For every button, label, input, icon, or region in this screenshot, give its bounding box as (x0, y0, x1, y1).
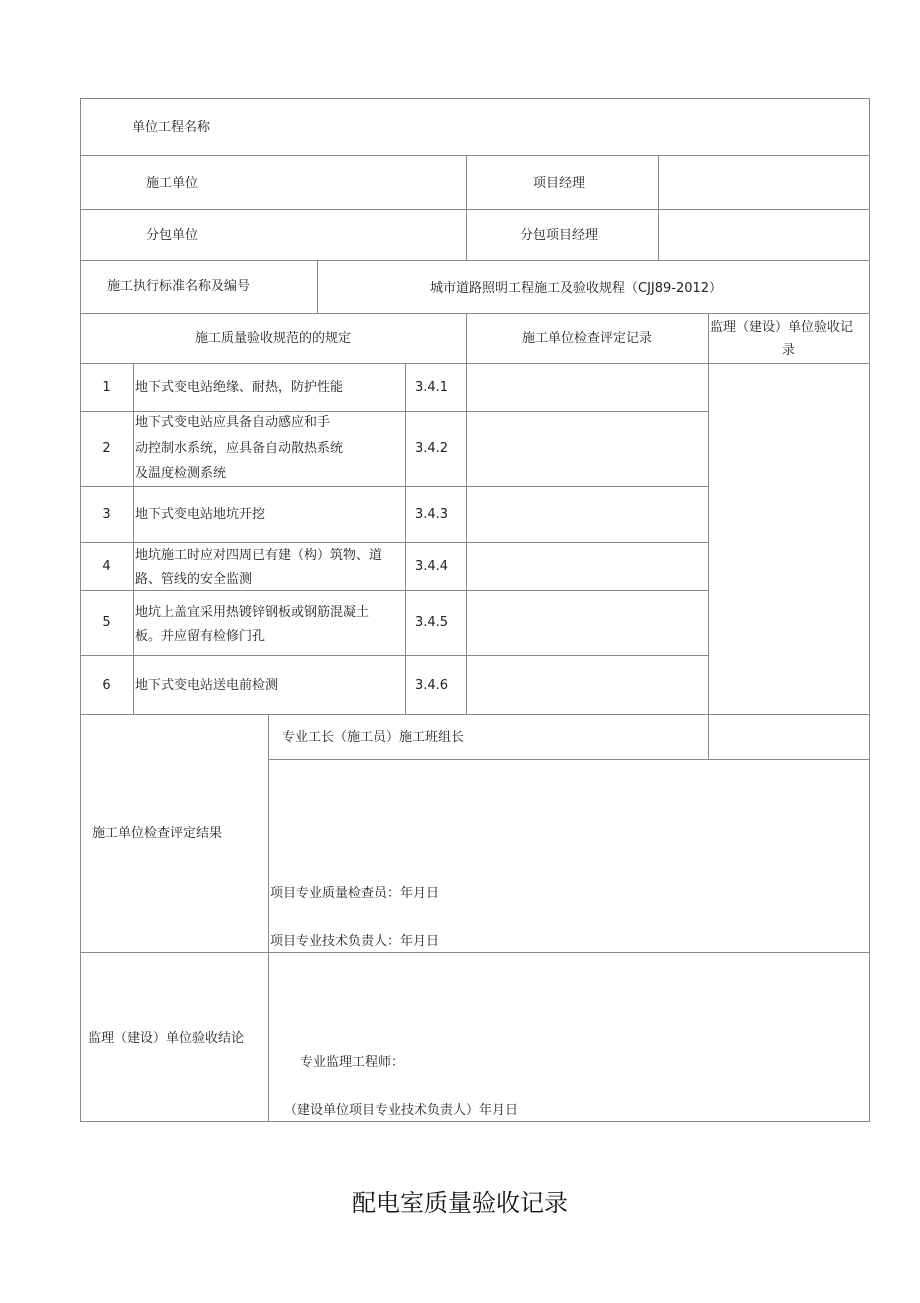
item-clause: 3.4.6 (415, 678, 449, 693)
item-clause: 3.4.3 (415, 507, 449, 522)
sub-project-manager-label: 分包项目经理 (520, 228, 599, 243)
item-description: 地下式变电站地坑开挖 (135, 507, 266, 522)
item-description: 板。并应留有检修门孔 (135, 629, 266, 644)
contractor-result-label: 施工单位检查评定结果 (92, 826, 223, 841)
col-spec-header: 施工质量验收规范的的规定 (194, 331, 351, 346)
item-description: 路、管线的安全监测 (135, 572, 253, 587)
standard-label: 施工执行标准名称及编号 (107, 279, 251, 294)
item-description: 地下式变电站应具备自动感应和手 (135, 415, 331, 430)
supervision-engineer-label: 专业监理工程师： (300, 1055, 405, 1070)
page-title: 配电室质量验收记录 (352, 1189, 568, 1217)
standard-value: 城市道路照明工程施工及验收规程（CJJ89-2012） (430, 281, 723, 296)
unit-project-name-label: 单位工程名称 (132, 120, 211, 135)
item-description: 地坑上盖宜采用热镀锌钢板或钢筋混凝土 (135, 605, 370, 620)
subcontractor-label: 分包单位 (146, 228, 199, 243)
item-description: 动控制水系统，应具备自动散热系统 (135, 441, 344, 456)
item-description: 及温度检测系统 (135, 466, 227, 481)
quality-inspector-label: 项目专业质量检查员：年月日 (270, 886, 440, 901)
supervision-result-label: 监理（建设）单位验收结论 (88, 1031, 245, 1046)
item-clause: 3.4.4 (415, 559, 449, 574)
item-number: 5 (102, 615, 111, 630)
item-clause: 3.4.2 (415, 441, 449, 456)
tech-lead-label: 项目专业技术负责人：年月日 (270, 934, 440, 949)
owner-tech-lead-label: （建设单位项目专业技术负责人）年月日 (284, 1103, 519, 1118)
contractor-label: 施工单位 (146, 176, 199, 191)
col-supervision-header-line1: 监理（建设）单位验收记 (710, 320, 854, 335)
col-check-header: 施工单位检查评定记录 (521, 331, 652, 346)
item-number: 1 (102, 380, 111, 395)
item-number: 6 (102, 678, 111, 693)
item-description: 地下式变电站绝缘、耐热，防护性能 (135, 380, 344, 395)
project-manager-label: 项目经理 (533, 176, 586, 191)
item-description: 地坑施工时应对四周已有建（构）筑物、道 (135, 548, 383, 563)
item-clause: 3.4.1 (415, 380, 449, 395)
col-supervision-header-line2: 录 (781, 343, 795, 358)
item-number: 3 (102, 507, 111, 522)
item-clause: 3.4.5 (415, 615, 449, 630)
item-number: 4 (102, 559, 111, 574)
item-description: 地下式变电站送电前检测 (135, 678, 279, 693)
foreman-label: 专业工长（施工员）施工班组长 (282, 730, 465, 745)
item-number: 2 (102, 441, 111, 456)
